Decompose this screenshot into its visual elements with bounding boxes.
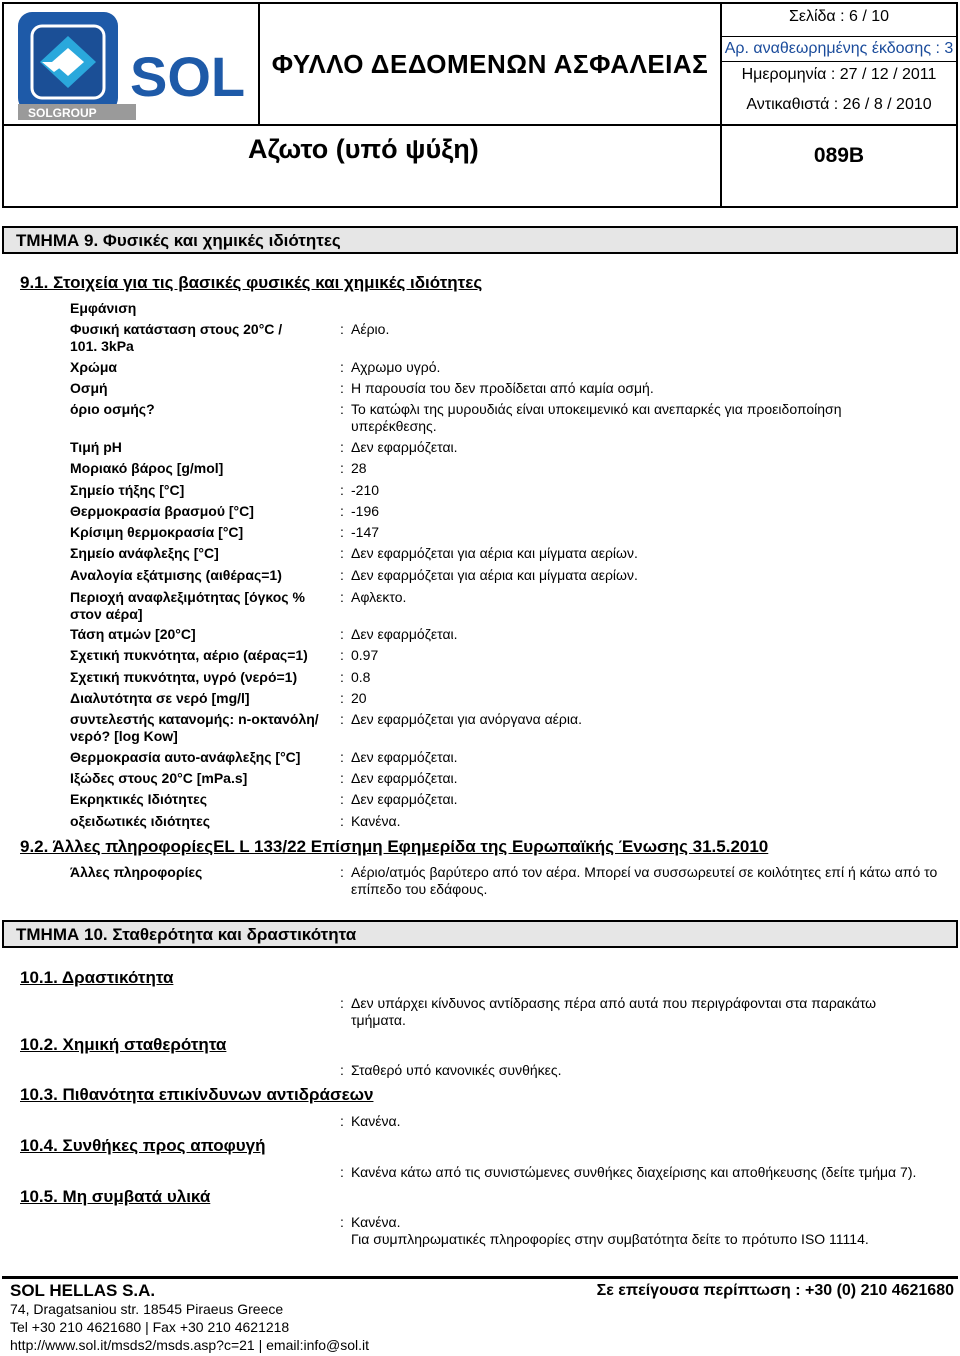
property-label: Οσμή — [70, 380, 108, 396]
issue-date: Ημερομηνία : 27 / 12 / 2011 — [741, 66, 937, 83]
footer-phones: Tel +30 210 4621680 | Fax +30 210 4621218 — [10, 1319, 290, 1335]
colon: : — [340, 711, 344, 727]
property-value: Αχρωμο υγρό. — [351, 359, 441, 375]
colon: : — [340, 647, 344, 663]
logo-wordmark: SOL — [130, 45, 246, 108]
product-name: Αζωτο (υπό ψύξη) — [248, 134, 479, 164]
property-value: Δεν εφαρμόζεται για αέρια και μίγματα αερίων. — [351, 567, 638, 583]
property-value: 0.97 — [351, 647, 379, 663]
supersedes-date: Αντικαθιστά : 26 / 8 / 2010 — [746, 96, 932, 113]
property-label: Θερμοκρασία βρασμού [°C] — [70, 503, 254, 519]
property-label: οξειδωτικές ιδιότητες — [70, 813, 211, 829]
subsection-10-1-heading: 10.1. Δραστικότητα — [20, 968, 174, 987]
property-label: Ιξώδες στους 20°C [mPa.s] — [70, 770, 248, 786]
property-value: Κανένα κάτω από τις συνιστώμενες συνθήκες διαχείρισης και αποθήκευσης (δείτε τμήμα 7). — [351, 1164, 917, 1180]
colon: : — [340, 995, 344, 1011]
property-label: Φυσική κατάσταση στους 20°C / 101. 3kPa — [70, 321, 283, 354]
colon: : — [340, 359, 344, 375]
colon: : — [340, 321, 344, 337]
property-label: Εκρηκτικές Ιδιότητες — [70, 791, 207, 807]
colon: : — [340, 524, 344, 540]
colon: : — [340, 770, 344, 786]
colon: : — [340, 1164, 344, 1180]
subsection-9-1-heading: 9.1. Στοιχεία για τις βασικές φυσικές και χημικές ιδιότητες — [20, 273, 483, 292]
footer-emergency-phone: Σε επείγουσα περίπτωση : +30 (0) 210 4621680 — [596, 1282, 954, 1299]
footer-web-link[interactable]: http://www.sol.it/msds2/msds.asp?c=21 | email:info@sol.it — [10, 1337, 370, 1353]
footer-address: 74, Dragatsaniou str. 18545 Piraeus Greece — [10, 1301, 284, 1317]
footer-divider — [2, 1276, 958, 1279]
footer-company: SOL HELLAS S.A. — [10, 1281, 156, 1300]
property-label: όριο οσμής? — [70, 401, 155, 417]
colon: : — [340, 401, 344, 417]
property-label: συντελεστής κατανομής: n-οκτανόλη/ νερό? [log Kow] — [70, 711, 319, 744]
property-value: Δεν εφαρμόζεται. — [351, 749, 458, 765]
property-value: Αέριο/ατμός βαρύτερο από τον αέρα. Μπορεί να συσσωρευτεί σε κοιλότητες επί ή κάτω από το επίπεδο του εδάφους. — [351, 864, 938, 897]
colon: : — [340, 1214, 344, 1230]
colon: : — [340, 791, 344, 807]
logo-cell — [4, 4, 260, 126]
product-code: 089B — [813, 144, 865, 167]
subsection-10-4-heading: 10.4. Συνθήκες προς αποφυγή — [20, 1136, 266, 1155]
property-label: Άλλες πληροφορίες — [70, 864, 203, 880]
colon: : — [340, 749, 344, 765]
colon: : — [340, 864, 344, 880]
colon: : — [340, 1113, 344, 1129]
colon: : — [340, 503, 344, 519]
property-value: Κανένα. — [351, 813, 401, 829]
property-value: Δεν εφαρμόζεται. — [351, 791, 458, 807]
property-label: Μοριακό βάρος [g/mol] — [70, 460, 224, 476]
colon: : — [340, 482, 344, 498]
meta-cell — [722, 4, 956, 126]
property-label: Κρίσιμη θερμοκρασία [°C] — [70, 524, 244, 540]
title-cell — [260, 4, 722, 126]
property-value: Δεν εφαρμόζεται για αέρια και μίγματα αερίων. — [351, 545, 638, 561]
property-value: Κανένα. — [351, 1214, 401, 1230]
colon: : — [340, 380, 344, 396]
colon: : — [340, 813, 344, 829]
property-value: Αφλεκτο. — [351, 589, 407, 605]
property-value: Δεν υπάρχει κίνδυνος αντίδρασης πέρα από αυτά που περιγράφονται στα παρακάτω τμήματα. — [351, 995, 877, 1028]
property-label: Τάση ατμών [20°C] — [70, 626, 196, 642]
sds-header — [2, 2, 958, 208]
property-label: Σημείο ανάφλεξης [°C] — [70, 545, 219, 561]
colon: : — [340, 690, 344, 706]
property-value: Δεν εφαρμόζεται. — [351, 626, 458, 642]
subsection-10-5-heading: 10.5. Μη συμβατά υλικά — [20, 1187, 211, 1206]
property-value: -210 — [351, 482, 380, 498]
colon: : — [340, 567, 344, 583]
colon: : — [340, 439, 344, 455]
product-cell — [4, 126, 722, 206]
section-9-title: ΤΜΗΜΑ 9. Φυσικές και χημικές ιδιότητες — [2, 226, 958, 254]
property-label: Χρώμα — [70, 359, 117, 375]
property-label: Θερμοκρασία αυτο-ανάφλεξης [°C] — [70, 749, 301, 765]
property-value: Κανένα. — [351, 1113, 401, 1129]
document-title: ΦΥΛΛΟ ΔΕΔΟΜΕΝΩΝ ΑΣΦΑΛΕΙΑΣ — [271, 48, 709, 79]
colon: : — [340, 669, 344, 685]
property-value: Δεν εφαρμόζεται για ανόργανα αέρια. — [351, 711, 582, 727]
property-label: Περιοχή αναφλεξιμότητας [όγκος % στον αέρα] — [70, 589, 305, 622]
colon: : — [340, 460, 344, 476]
revision-number: Αρ. αναθεωρημένης έκδοσης : 3 — [722, 36, 956, 62]
property-value: -147 — [351, 524, 380, 540]
property-value: Δεν εφαρμόζεται. — [351, 770, 458, 786]
property-value: Η παρουσία του δεν προδίδεται από καμία οσμή. — [351, 380, 654, 396]
property-label: Διαλυτότητα σε νερό [mg/l] — [70, 690, 250, 706]
sol-logo-icon — [14, 10, 250, 120]
property-value: Το κατώφλι της μυρουδιάς είναι υποκειμενικό και ανεπαρκές για προειδοποίηση υπερέκθεσης. — [351, 401, 842, 434]
property-value: 0.8 — [351, 669, 371, 685]
subsection-10-2-heading: 10.2. Χημική σταθερότητα — [20, 1035, 227, 1054]
property-value: Δεν εφαρμόζεται. — [351, 439, 458, 455]
page-number: Σελίδα : 6 / 10 — [788, 8, 890, 25]
section-10-title: ΤΜΗΜΑ 10. Σταθερότητα και δραστικότητα — [2, 920, 958, 948]
colon: : — [340, 545, 344, 561]
code-cell — [722, 126, 956, 206]
colon: : — [340, 589, 344, 605]
property-label: Αναλογία εξάτμισης (αιθέρας=1) — [70, 567, 282, 583]
subsection-9-2-heading: 9.2. Άλλες πληροφορίεςEL L 133/22 Επίσημη Εφημερίδα της Ευρωπαϊκής Ένωσης 31.5.2010 — [20, 837, 769, 856]
property-value: -196 — [351, 503, 380, 519]
property-value: Σταθερό υπό κανονικές συνθήκες. — [351, 1062, 562, 1078]
subsection-10-3-heading: 10.3. Πιθανότητα επικίνδυνων αντιδράσεων — [20, 1085, 374, 1104]
appearance-heading: Εμφάνιση — [70, 300, 137, 316]
property-label: Σχετική πυκνότητα, αέριο (αέρας=1) — [70, 647, 308, 663]
colon: : — [340, 1062, 344, 1078]
property-value: 20 — [351, 690, 367, 706]
property-value: 28 — [351, 460, 367, 476]
property-value: Αέριο. — [351, 321, 390, 337]
logo-group-text: SOLGROUP — [28, 106, 97, 120]
property-label: Σχετική πυκνότητα, υγρό (νερό=1) — [70, 669, 298, 685]
property-label: Τιμή pH — [70, 439, 122, 455]
property-value-extra: Για συμπληρωματικές πληροφορίες στην συμβατότητα δείτε το πρότυπο ISO 11114. — [351, 1231, 869, 1247]
colon: : — [340, 626, 344, 642]
property-label: Σημείο τήξης [°C] — [70, 482, 185, 498]
